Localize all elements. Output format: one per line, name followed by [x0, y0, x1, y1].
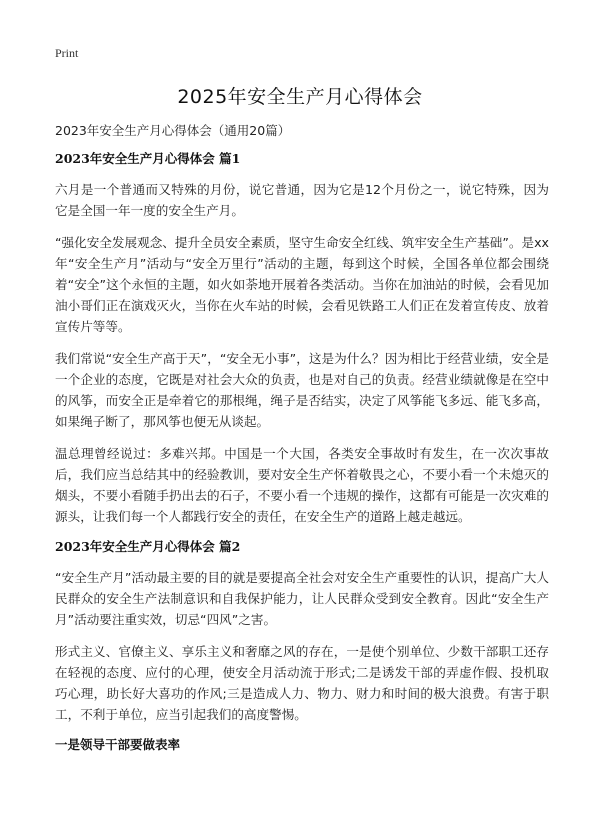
document-subtitle: 2023年安全生产月心得体会（通用20篇）	[55, 123, 291, 138]
article-body	[55, 150, 549, 765]
section-heading-3: 一是领导干部要做表率	[55, 737, 181, 752]
paragraph-2-2: 形式主义、官僚主义、享乐主义和奢靡之风的存在，一是使个别单位、少数干部职工还存在轻视的态度、应付的心理，使安全月活动流于形式;二是诱发干部的弄虚作假、投机取巧心理，助长好大喜功的作风;三是造成人力、物力、财力和时间的极大浪费。有害于职工，不利于单位，应当引起我们的高度警惕。	[55, 644, 549, 722]
page-title: 2025年安全生产月心得体会	[177, 86, 423, 108]
paragraph-1-4: 温总理曾经说过：多难兴邦。中国是一个大国，各类安全事故时有发生，在一次次事故后，我们应当总结其中的经验教训，要对安全生产怀着敬畏之心，不要小看一个未熄灭的烟头，不要小看随手扔出去的石子，不要小看一个违规的操作，这都有可能是一次灾难的源头，让我们每一个人都践行安全的责任，在安全生产的道路上越走越远。	[55, 446, 549, 524]
paragraph-1-2: “强化安全发展观念、提升全员安全素质，坚守生命安全红线、筑牢安全生产基础”。是xx年“安全生产月”活动与“安全万里行”活动的主题，每到这个时候，全国各单位都会围绕着“安全”这个永恒的主题，如火如荼地开展着各类活动。当你在加油站的时候，会看见加油小哥们正在演戏灭火，当你在火车站的时候，会看见铁路工人们正在发着宣传皮、放着宣传片等等。	[55, 235, 549, 334]
paragraph-1-1: 六月是一个普通而又特殊的月份，说它普通，因为它是12个月份之一，说它特殊，因为它是全国一年一度的安全生产月。	[55, 182, 549, 218]
section-heading-1: 2023年安全生产月心得体会 篇1	[55, 151, 241, 166]
print-link[interactable]: Print	[55, 46, 79, 60]
section-heading-2: 2023年安全生产月心得体会 篇2	[55, 539, 241, 554]
paragraph-1-3: 我们常说“安全生产高于天”，“安全无小事”，这是为什么？因为相比于经营业绩，安全是一个企业的态度，它既是对社会大众的负责，也是对自己的负责。经营业绩就像是在空中的风筝，而安全正是牵着它的那根绳，绳子是否结实，决定了风筝能飞多远、能飞多高，如果绳子断了，那风筝也便无从谈起。	[55, 351, 549, 429]
paragraph-2-1: “安全生产月”活动最主要的目的就是要提高全社会对安全生产重要性的认识，提高广大人民群众的安全生产法制意识和自我保护能力，让人民群众受到安全教育。因此“安全生产月”活动要注重实效，切忌“四风”之害。	[55, 570, 549, 627]
